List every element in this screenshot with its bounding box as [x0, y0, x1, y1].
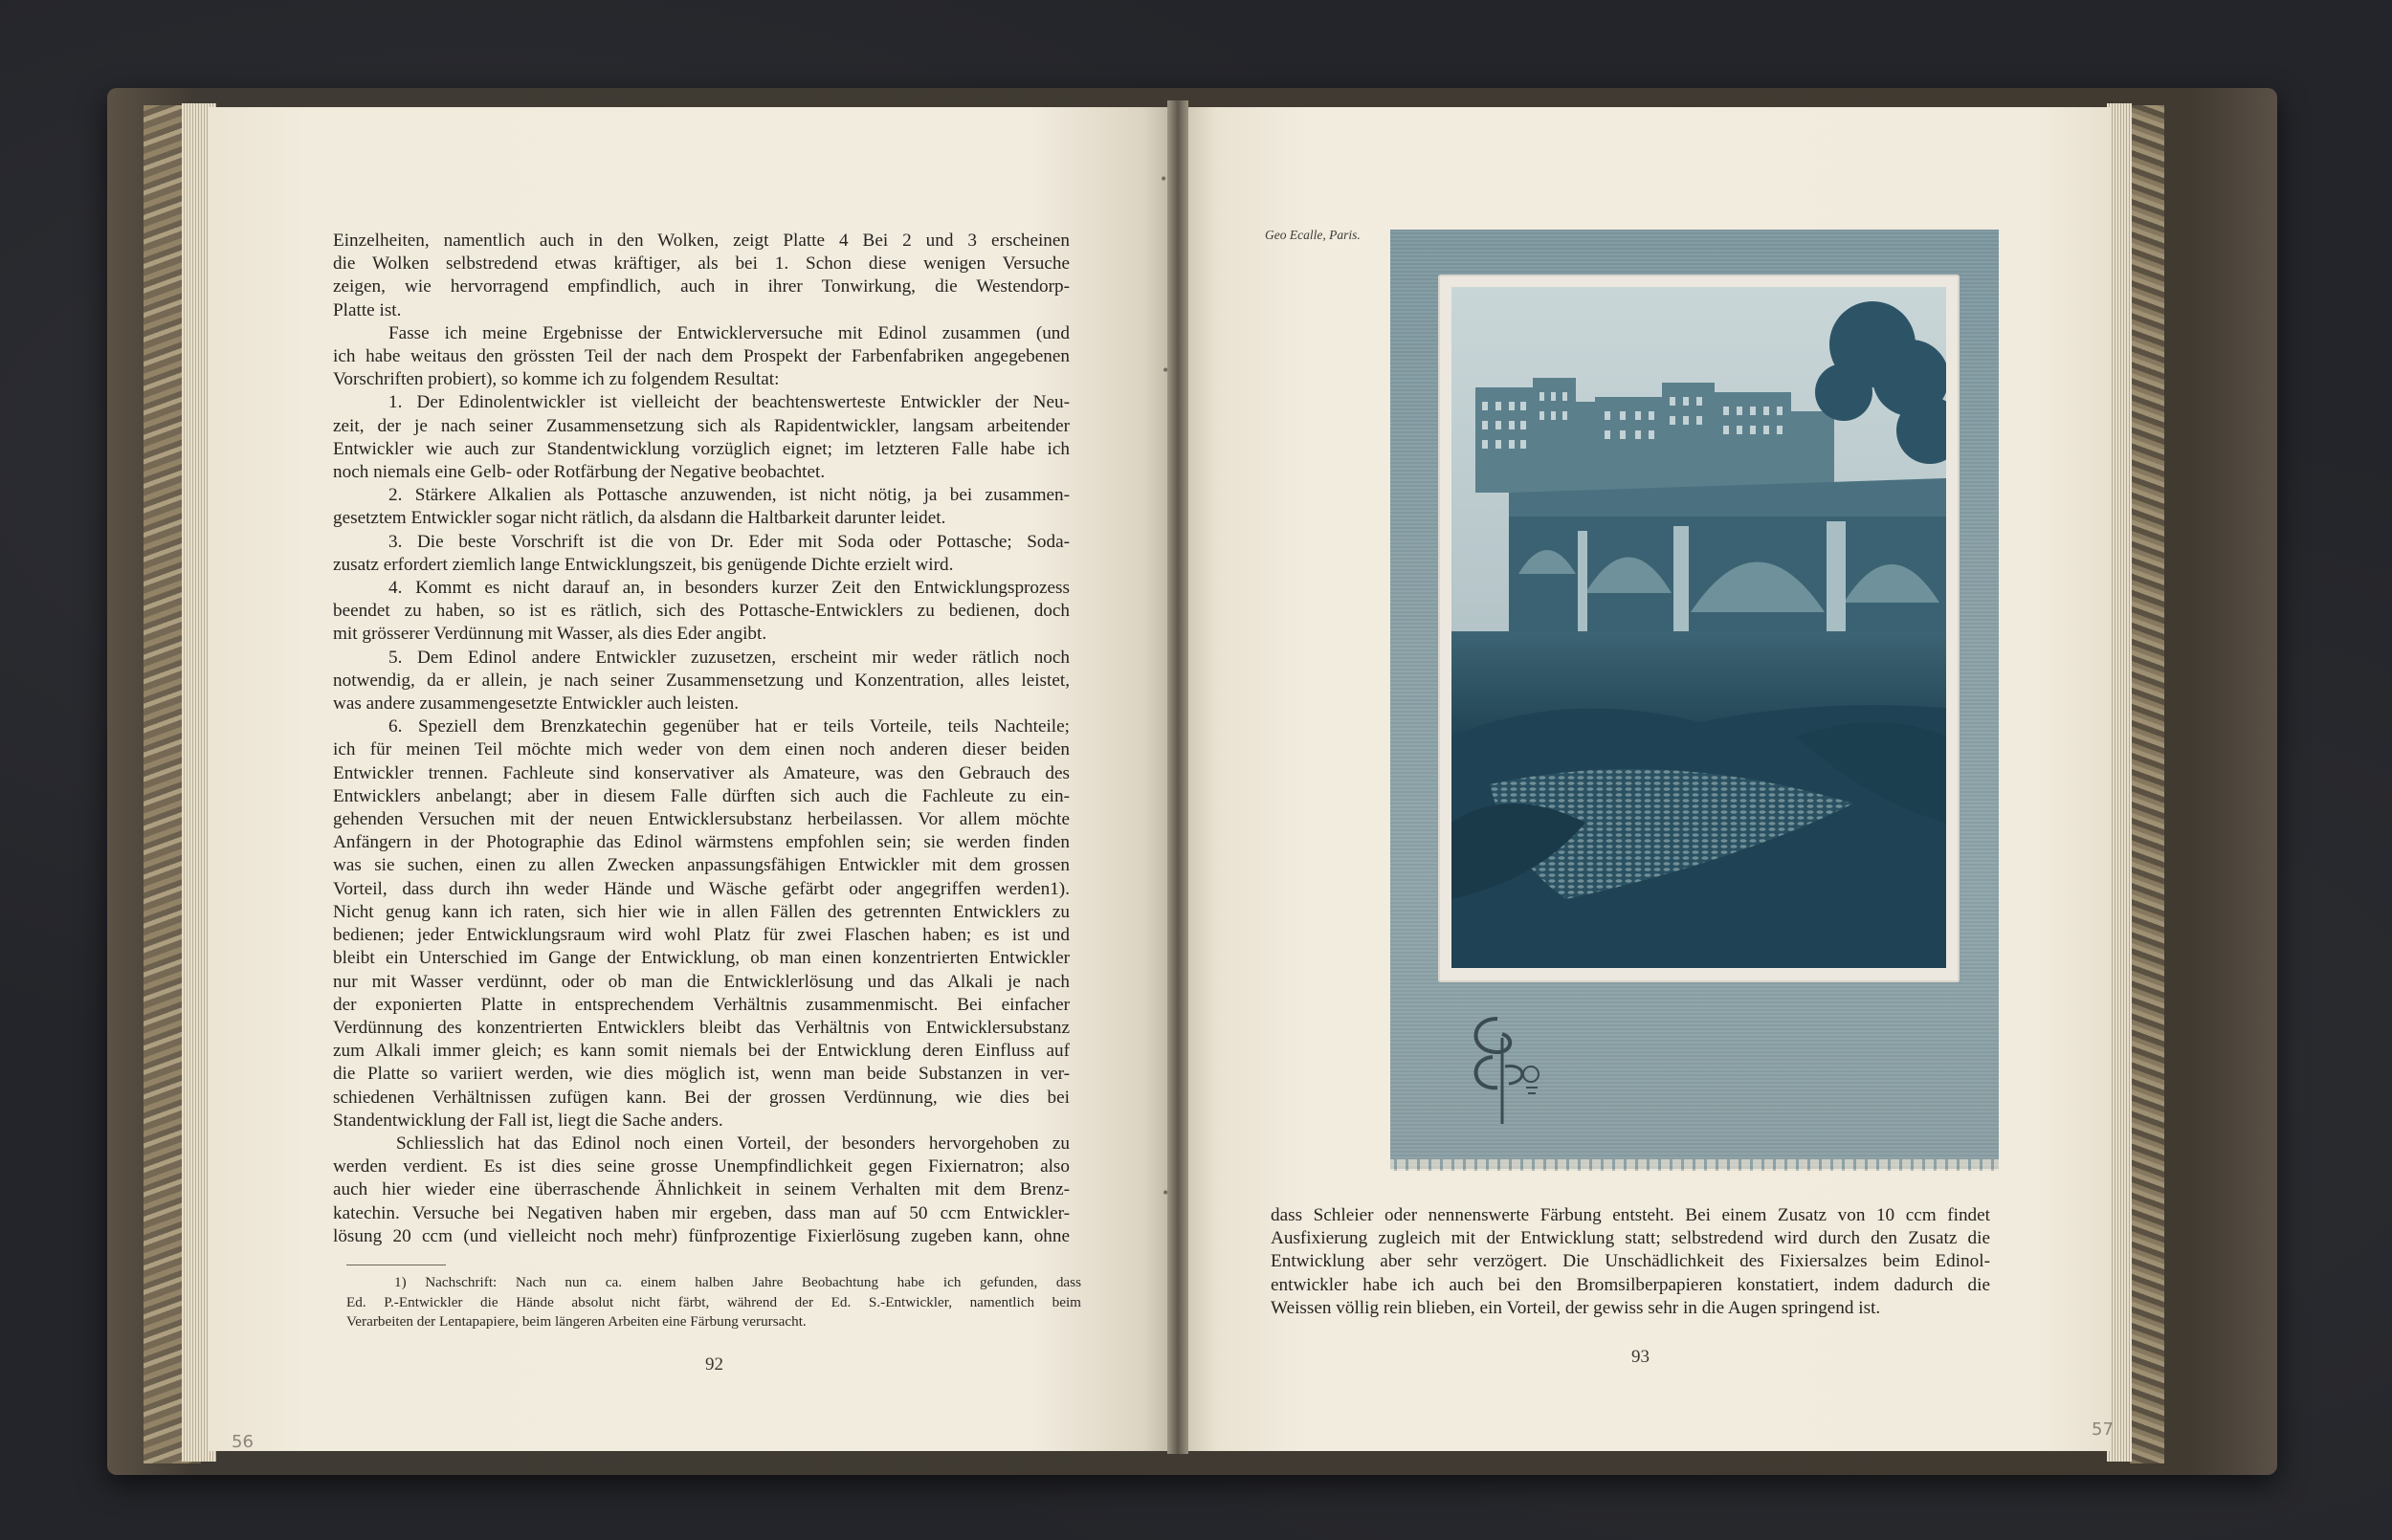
gutter-mark: • — [1162, 363, 1170, 379]
text-line: Ausfixierung zugleich mit der Entwicklung statt; selbstredend wird durch den Zusatz die — [1271, 1228, 1990, 1249]
paragraph — [333, 647, 1070, 716]
text-line: Standentwicklung der Fall ist, liegt die Sache anders. — [333, 1110, 723, 1131]
text-line: was sie suchen, einen zu allen Zwecken anpassungsfähigen Entwickler mit dem grossen — [333, 855, 1070, 876]
text-line: Vorschriften probiert), so komme ich zu folgendem Resultat: — [333, 369, 780, 390]
page-number-left: 92 — [705, 1354, 723, 1375]
text-line: nur mit Wasser verdünnt, oder ob man die Entwicklerlösung und das Alkali je nach — [333, 971, 1070, 992]
paragraph — [333, 1133, 1070, 1248]
text-line: die Wolken selbstredend etwas kräftiger, als bei 1. Schon diese wenigen Versuche — [333, 253, 1070, 275]
text-line: 6. Speziell dem Brenzkatechin gegenüber hat er teils Vorteile, teils Nachteile; — [388, 716, 1070, 737]
text-line: gehenden Versuchen mit der neuen Entwicklersubstanz herbeilassen. Vor allem möchte — [333, 809, 1070, 830]
text-line: 4. Kommt es nicht darauf an, in besonders kurzer Zeit den Entwicklungsprozess — [388, 578, 1070, 599]
paragraph — [333, 484, 1070, 530]
deckled-edge — [1390, 1159, 1999, 1171]
text-line: notwendig, da er allein, je nach seiner Zusammensetzung und Konzentration, alles leistet, — [333, 670, 1070, 691]
text-line: zeit, der je nach seiner Zusammensetzung sich als Rapidentwickler, langsam arbeitender — [333, 415, 1070, 436]
text-line: entwickler habe ich auch bei den Bromsilberpapieren konstatiert, indem dadurch die — [1271, 1274, 1990, 1295]
text-line: 5. Dem Edinol andere Entwickler zuzusetzen, erscheint mir weder rätlich noch — [388, 647, 1070, 668]
text-line: Entwicklers anbelangt; aber in diesem Falle dürften sich auch die Fachleute zu ein- — [333, 785, 1070, 806]
book-gutter — [1167, 100, 1188, 1454]
text-line: auch hier wieder eine überraschende Ähnlichkeit in seinem Verhalten mit dem Brenz- — [333, 1179, 1070, 1200]
marbled-endpaper-right — [2130, 105, 2164, 1463]
text-line: schiedenen Verhältnissen zufügen kann. Bei der grossen Verdünnung, wie dies bei — [333, 1087, 1070, 1108]
text-line: gesetztem Entwickler sogar nicht rätlich, da alsdann die Haltbarkeit darunter leidet. — [333, 508, 946, 529]
paragraph — [333, 230, 1070, 322]
text-line: mit grösserer Verdünnung mit Wasser, als dies Eder angibt. — [333, 624, 767, 645]
text-line: 3. Die beste Vorschrift ist die von Dr. Eder mit Soda oder Pottasche; Soda- — [388, 531, 1070, 552]
photographer-monogram — [1459, 1000, 1555, 1133]
text-line: lösung 20 ccm (und vielleicht noch mehr) fünfprozentige Fixierlösung zugeben kann, ohne — [333, 1225, 1070, 1246]
text-line: der exponierten Platte in entsprechendem Verhältnis zusammenmischt. Bei einfacher — [333, 994, 1070, 1015]
text-line: was andere zusammengesetzte Entwickler auch leisten. — [333, 693, 740, 715]
text-line: 2. Stärkere Alkalien als Pottasche anzuwenden, ist nicht nötig, ja bei zusammen- — [388, 485, 1070, 506]
text-line: Einzelheiten, namentlich auch in den Wolken, zeigt Platte 4 Bei 2 und 3 erscheinen — [333, 231, 1070, 251]
text-line: Ed. P.-Entwickler die Hände absolut nicht färbt, während der Ed. S.-Entwickler, namentlich beim — [346, 1293, 1081, 1310]
text-line: Fasse ich meine Ergebnisse der Entwicklerversuche mit Edinol zusammen (und — [388, 322, 1070, 343]
paragraph — [333, 531, 1070, 577]
footnote-text — [346, 1273, 1081, 1332]
footnote — [346, 1273, 1081, 1332]
pencil-note-left: 56 — [232, 1432, 254, 1452]
text-line: Verarbeiten der Lentapapiere, beim längeren Arbeiten eine Färbung verursacht. — [346, 1313, 807, 1330]
text-line: Platte ist. — [333, 299, 402, 320]
text-line: Entwicklung aber sehr verzögert. Die Unschädlichkeit des Fixiersalzes beim Edinol- — [1271, 1251, 1990, 1272]
text-line: Verdünnung des konzentrierten Entwicklers bleibt das Verhältnis von Entwicklersubstanz — [333, 1017, 1070, 1038]
text-line: Vorteil, dass durch ihn weder Hände und Wäsche gefärbt oder angegriffen werden1). — [333, 878, 1070, 899]
bridge-photograph — [1451, 287, 1946, 968]
paragraph — [333, 577, 1070, 647]
text-line: Entwickler wie auch zur Standentwicklung vorzüglich eignet; im letzteren Falle habe ich — [333, 438, 1070, 459]
text-line: die Platte so variiert werden, wie dies möglich ist, wenn man beide Substanzen in ver- — [333, 1064, 1070, 1085]
gutter-mark: • — [1160, 172, 1168, 187]
text-line: Schliesslich hat das Edinol noch einen Vorteil, der besonders hervorgehoben zu — [396, 1133, 1070, 1154]
page-number-right: 93 — [1631, 1347, 1650, 1367]
text-line: 1. Der Edinolentwickler ist vielleicht der beachtenswerteste Entwickler der Neu- — [388, 392, 1070, 413]
text-line: zum Alkali immer gleich; es kann somit niemals bei der Entwicklung deren Einfluss auf — [333, 1041, 1070, 1062]
text-line: Nicht genug kann ich raten, sich hier wie in allen Fällen des getrennten Entwicklers zu — [333, 901, 1070, 922]
text-line: zusatz erfordert ziemlich lange Entwicklungszeit, bis genügende Dichte erzielt wird. — [333, 554, 954, 575]
text-line: beendet zu haben, so ist es rätlich, sich des Pottasche-Entwicklers zu bedienen, doch — [333, 601, 1070, 622]
paragraph — [333, 715, 1070, 1133]
paragraph — [333, 322, 1070, 392]
text-line: noch niemals eine Gelb- oder Rotfärbung der Negative beobachtet. — [333, 462, 826, 483]
paragraph — [1271, 1204, 1990, 1320]
text-line: ich habe weitaus den grössten Teil der nach dem Prospekt der Farbenfabriken angegebenen — [333, 346, 1070, 367]
pencil-note-right: 57 — [2092, 1419, 2114, 1440]
gutter-mark: • — [1162, 1186, 1170, 1201]
text-line: Entwickler trennen. Fachleute sind konservativer als Amateure, was den Gebrauch des — [333, 762, 1070, 783]
text-line: bedienen; jeder Entwicklungsraum wird wohl Platz für zwei Flaschen haben; es ist und — [333, 925, 1070, 946]
text-line: dass Schleier oder nennenswerte Färbung entsteht. Bei einem Zusatz von 10 ccm findet — [1271, 1205, 1990, 1225]
paragraph — [333, 391, 1070, 484]
text-line: werden verdient. Es ist dies seine grosse Unempfindlichkeit gegen Fixiernatron; also — [333, 1156, 1070, 1177]
photo-credit: Geo Ecalle, Paris. — [1265, 228, 1361, 242]
text-line: zeigen, wie hervorragend empfindlich, auch in ihrer Tonwirkung, die Westendorp- — [333, 276, 1070, 297]
text-line: 1) Nachschrift: Nach nun ca. einem halben Jahre Beobachtung habe ich gefunden, dass — [394, 1274, 1081, 1290]
right-body-text — [1271, 1204, 1990, 1320]
left-body-text — [333, 230, 1070, 1248]
text-line: Weissen völlig rein blieben, ein Vorteil, der gewiss sehr in die Augen springend ist. — [1271, 1297, 1881, 1318]
photo-image — [1451, 287, 1946, 968]
text-line: Anfängern in der Photographie das Edinol wärmstens empfohlen sein; sie werden finden — [333, 832, 1070, 853]
text-line: bleibt ein Unterschied im Gange der Entwicklung, ob man einen konzentrierten Entwickler — [333, 948, 1070, 969]
text-line: katechin. Versuche bei Negativen haben mir ergeben, dass man auf 50 ccm Entwickler- — [333, 1202, 1070, 1223]
text-line: ich für meinen Teil möchte mich weder von dem einen noch anderen dieser beiden — [333, 739, 1070, 760]
